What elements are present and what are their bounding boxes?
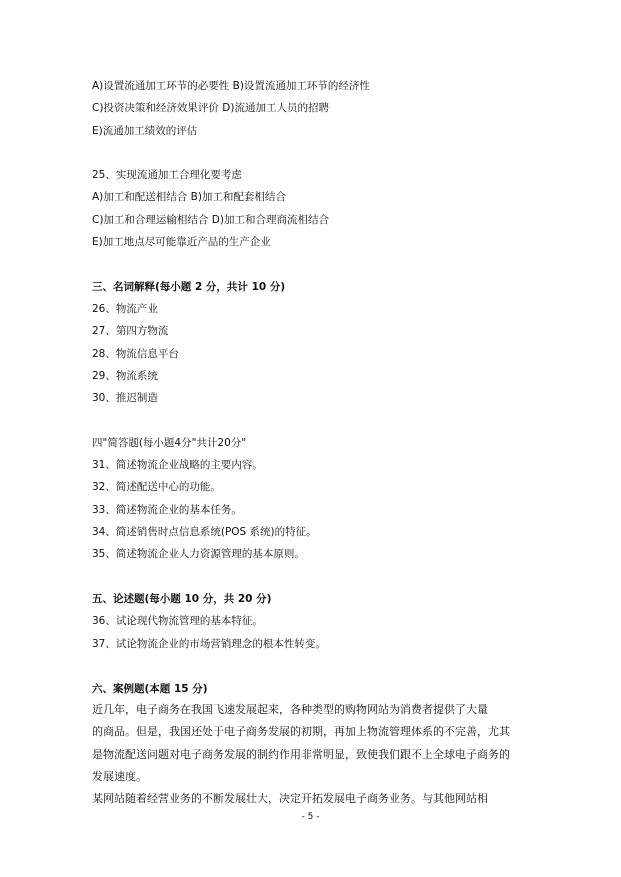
- case-paragraph-line-5: 某网站随着经营业务的不断发展壮大，决定开拓发展电子商务业务。与其他网站相: [92, 792, 488, 805]
- q24-option-line-3: E)流通加工绩效的评估: [92, 125, 198, 137]
- q25-option-line-1: A)加工和配送相结合 B)加工和配套相结合: [92, 191, 286, 203]
- q25-option-line-3: E)加工地点尽可能靠近产品的生产企业: [92, 236, 271, 248]
- q33: 33、简述物流企业的基本任务。: [92, 504, 242, 516]
- q29: 29、物流系统: [92, 370, 158, 382]
- q37: 37、试论物流企业的市场营销理念的根本性转变。: [92, 638, 326, 650]
- case-paragraph-line-2: 的商品。但是，我国还处于电子商务发展的初期，再加上物流管理体系的不完善，尤其: [92, 725, 510, 738]
- section4-heading: 四"简答题(每小题4分"共计20分": [92, 437, 247, 449]
- q25-option-line-2: C)加工和合理运输相结合 D)加工和合理商流相结合: [92, 214, 329, 226]
- q24-option-line-2: C)投资决策和经济效果评价 D)流通加工人员的招聘: [92, 102, 329, 114]
- q30: 30、推迟制造: [92, 392, 158, 404]
- q36: 36、试论现代物流管理的基本特征。: [92, 615, 263, 627]
- case-paragraph-line-4: 发展速度。: [92, 770, 147, 783]
- q28: 28、物流信息平台: [92, 348, 179, 360]
- q27: 27、第四方物流: [92, 325, 169, 337]
- q26: 26、物流产业: [92, 303, 158, 315]
- q34: 34、简述销售时点信息系统(POS 系统)的特征。: [92, 526, 317, 538]
- q32: 32、简述配送中心的功能。: [92, 481, 221, 493]
- q35: 35、简述物流企业人力资源管理的基本原则。: [92, 548, 305, 560]
- section6-heading: 六、案例题(本题 15 分): [92, 683, 208, 695]
- section3-heading: 三、名词解释(每小题 2 分，共计 10 分): [92, 281, 286, 293]
- case-paragraph-line-3: 是物流配送问题对电子商务发展的制约作用非常明显，致使我们跟不上全球电子商务的: [92, 748, 510, 761]
- q24-option-line-1: A)设置流通加工环节的必要性 B)设置流通加工环节的经济性: [92, 80, 370, 92]
- case-paragraph-line-1: 近几年，电子商务在我国飞速发展起来，各种类型的购物网站为消费者提供了大量: [92, 703, 488, 716]
- q31: 31、简述物流企业战略的主要内容。: [92, 459, 263, 471]
- page-number: - 5 -: [301, 812, 320, 822]
- section5-heading: 五、论述题(每小题 10 分，共 20 分): [92, 593, 272, 605]
- q25-stem: 25、实现流通加工合理化要考虑: [92, 169, 242, 181]
